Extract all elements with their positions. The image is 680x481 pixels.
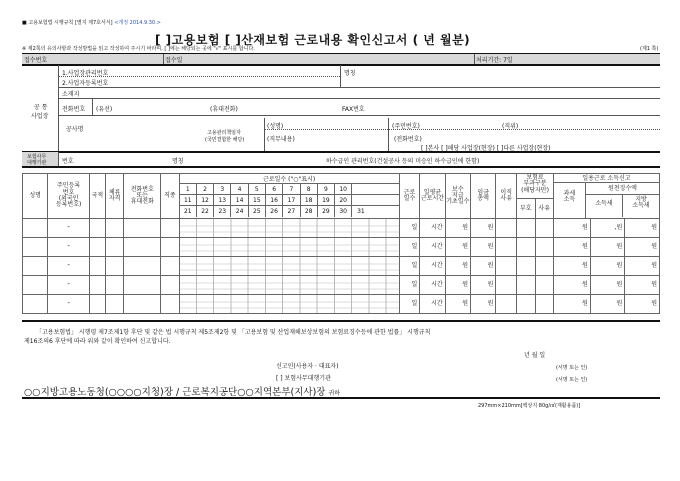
worker-nationality[interactable] (89, 219, 105, 238)
calendar-day: 7 (283, 184, 300, 194)
signature-2: (서명 또는 인) (556, 377, 588, 383)
reporter-label: 신고인(사용자 · 대표자) (276, 363, 339, 370)
worker-taxable[interactable]: 원 (553, 219, 590, 238)
calendar-day: 13 (214, 195, 231, 205)
recipient-line: ○○지방고용노동청(○○○○지청)장 / 근로복지공단○○지역본부(지사)장 귀하 (24, 387, 341, 398)
col-visa: 체류 자격 (105, 174, 123, 219)
worker-visa[interactable] (105, 219, 123, 238)
worker-local-tax[interactable]: 원 (625, 276, 660, 295)
worker-avg-hours[interactable]: 시간 (420, 257, 445, 276)
col-phone: 전화번호 또는 휴대전화 (124, 174, 161, 219)
position-label: (직위) (502, 123, 519, 130)
col-wage-days: 보수 지급 기초일수 (445, 174, 470, 219)
agency-name-label: 명칭 (172, 158, 184, 165)
calendar-day: 18 (301, 195, 318, 205)
worker-wage-days[interactable]: 원 (445, 219, 470, 238)
mgmt-no-1-label: 1.사업장관리번호 (62, 70, 109, 77)
worker-job[interactable] (161, 295, 179, 314)
worker-phone[interactable] (124, 276, 161, 295)
calendar-day: 2 (197, 184, 214, 194)
statement-line-2: 제16조의6 후단에 따라 위와 같이 확인하여 신고합니다. (24, 338, 171, 345)
worker-job[interactable] (161, 257, 179, 276)
worker-income-tax[interactable]: 원 (590, 257, 625, 276)
worker-days[interactable] (179, 295, 399, 314)
landline-label: (유선) (96, 106, 113, 113)
address-label: 소재지 (62, 91, 80, 98)
calendar-day: 30 (335, 206, 352, 217)
worker-taxable[interactable]: 원 (553, 238, 590, 257)
worker-days[interactable] (179, 276, 399, 295)
worker-income-tax[interactable]: 원 (590, 295, 625, 314)
worker-wage-days[interactable]: 원 (445, 257, 470, 276)
worker-taxable[interactable]: 원 (553, 295, 590, 314)
worker-ins-code[interactable] (517, 219, 535, 238)
calendar-day: 31 (357, 208, 365, 215)
workdays-calendar (180, 184, 399, 217)
signature-1: (서명 또는 인) (556, 365, 588, 371)
worker-visa[interactable] (105, 238, 123, 257)
col-avg-hours: 일평균 근로시간 (420, 174, 445, 219)
calendar-day: 1 (180, 184, 197, 194)
col-leave-reason: 이직 사유 (496, 174, 517, 219)
mgmt-no-2-label: 2.사업자등록번호 (62, 80, 109, 87)
worker-visa[interactable] (105, 295, 123, 314)
worker-local-tax[interactable]: 원 (625, 238, 660, 257)
divider (22, 166, 660, 168)
worker-income-tax[interactable]: 원 (590, 238, 625, 257)
col-taxable: 과세 소득 (554, 183, 586, 218)
calendar-day: 16 (266, 195, 283, 205)
worker-income-tax[interactable]: ,원 (590, 219, 625, 238)
worker-name[interactable] (23, 219, 48, 238)
calendar-day: 17 (283, 195, 300, 205)
divider (22, 151, 660, 153)
processing-period: 처리기간: 7일 (476, 57, 513, 64)
mobile-label: (휴대전화) (210, 106, 238, 113)
worker-nationality[interactable] (89, 257, 105, 276)
receipt-number-label: 접수번호 (24, 57, 48, 64)
worker-days-total[interactable]: 일 (399, 238, 420, 257)
calendar-day: 3 (214, 184, 231, 194)
sub-contractor-label: 하수급인 관리번호(건설공사 등의 미승인 하수급인에 한함) (326, 158, 480, 165)
worker-nationality[interactable] (89, 295, 105, 314)
calendar-day: 4 (231, 184, 248, 194)
page-indicator: (제1 쪽) (640, 46, 659, 52)
worker-resident-no[interactable]: - (48, 238, 89, 257)
calendar-day: 20 (335, 195, 352, 205)
calendar-day: 27 (283, 206, 300, 217)
workplace-label-1: 공 통 (34, 104, 48, 111)
calendar-empty (352, 184, 369, 194)
worker-wage-total[interactable]: 원 (471, 257, 496, 276)
worker-ins-reason[interactable] (535, 238, 553, 257)
calendar-day: 21 (180, 206, 197, 217)
calendar-empty (352, 195, 369, 205)
col-income (553, 174, 659, 219)
worker-wage-days[interactable]: 원 (445, 238, 470, 257)
calendar-day: 26 (266, 206, 283, 217)
worker-avg-hours[interactable]: 시간 (420, 219, 445, 238)
calendar-day: 9 (318, 184, 335, 194)
worker-name[interactable] (23, 276, 48, 295)
worker-local-tax[interactable]: 원 (625, 295, 660, 314)
worker-row (23, 295, 660, 314)
calendar-day: 5 (249, 184, 266, 194)
worker-job[interactable] (161, 276, 179, 295)
worker-resident-no[interactable]: - (48, 295, 89, 314)
worker-row (23, 238, 660, 257)
divider (264, 129, 660, 130)
worker-ins-code[interactable] (517, 276, 535, 295)
worker-visa[interactable] (105, 257, 123, 276)
worker-job[interactable] (161, 219, 179, 238)
worker-wage-days[interactable]: 원 (445, 295, 470, 314)
workplace-name-label: 명칭 (344, 70, 356, 77)
calendar-day: 12 (197, 195, 214, 205)
phone-label: 전화번호 (62, 106, 86, 113)
worker-wage-total[interactable]: 원 (471, 295, 496, 314)
divider (58, 76, 340, 77)
calendar-day: 24 (231, 206, 248, 217)
calendar-day: 14 (231, 195, 248, 205)
col-local-tax: 지방 소득세 (632, 196, 650, 210)
worker-name[interactable] (23, 295, 48, 314)
calendar-row (180, 206, 399, 217)
worker-ins-reason[interactable] (535, 219, 553, 238)
manager-label: 고용관리책임자 (207, 130, 241, 136)
calendar-row (180, 195, 399, 206)
resident-no-label: (주민번호) (392, 123, 420, 130)
col-withholding: 원천징수액 (586, 183, 659, 195)
worker-table (22, 173, 660, 314)
calendar-day: 23 (214, 206, 231, 217)
worker-nationality[interactable] (89, 276, 105, 295)
divider (340, 65, 341, 87)
worker-days-total[interactable]: 일 (399, 257, 420, 276)
income-title: 일용근로 소득신고 (554, 174, 659, 183)
col-insurance: 보험료 부과구분 (해당자만) 부호 사유 (517, 174, 554, 219)
public-office-label: 공사명 (66, 126, 84, 133)
calendar-day: 11 (180, 195, 197, 205)
workdays-title: 근로일수 ("○"표시) (180, 175, 399, 184)
fax-label: FAX번호 (342, 106, 365, 113)
worker-resident-no[interactable]: - (48, 219, 89, 238)
calendar-day: 15 (249, 195, 266, 205)
worker-ins-code[interactable] (517, 295, 535, 314)
worker-row (23, 276, 660, 295)
worker-days-total[interactable]: 일 (399, 219, 420, 238)
divider (58, 98, 660, 99)
receipt-rule (22, 64, 660, 66)
worker-ins-reason[interactable] (535, 276, 553, 295)
col-wage-total: 임금 총액 (471, 174, 496, 219)
worker-ins-code[interactable] (517, 238, 535, 257)
worker-resident-no[interactable]: - (48, 257, 89, 276)
divider (163, 54, 164, 64)
col-income-tax: 소득세 (586, 195, 623, 217)
worker-taxable[interactable]: 원 (553, 257, 590, 276)
revision-note: <개정 2014.9.30.> (114, 20, 161, 26)
col-resident-no: 주민등록 번호 (외국인 등록번호) (48, 174, 89, 219)
agency-label-2: 대행기관 (27, 160, 47, 166)
location-options: [ ]본사 [ ]해당 사업장(현장) [ ]다른 사업장(현장) (421, 145, 551, 152)
calendar-row (180, 184, 399, 195)
worker-leave-reason[interactable] (496, 238, 517, 257)
worker-ins-reason[interactable] (535, 295, 553, 314)
worker-days[interactable] (179, 238, 399, 257)
worker-name[interactable] (23, 238, 48, 257)
worker-phone[interactable] (124, 257, 161, 276)
col-workdays (179, 174, 399, 219)
calendar-day: 28 (301, 206, 318, 217)
manager-sub-label: (국민결합한 해당) (205, 137, 245, 143)
calendar-day: 29 (318, 206, 335, 217)
worker-phone[interactable] (124, 219, 161, 238)
form-title: [ ]고용보험 [ ]산재보험 근로내용 확인신고서 ( 년 월분) (155, 33, 471, 47)
calendar-day: 22 (197, 206, 214, 217)
worker-ins-code[interactable] (517, 257, 535, 276)
divider (22, 397, 660, 399)
divider (92, 98, 93, 115)
workplace-label-2: 사업장 (31, 113, 49, 120)
worker-wage-days[interactable]: 원 (445, 276, 470, 295)
worker-wage-total[interactable]: 원 (471, 276, 496, 295)
law-reference: ■ 고용보험법 시행규칙 [별지 제7호서식] <개정 2014.9.30.> (22, 20, 161, 26)
divider (58, 65, 59, 152)
worker-days[interactable] (179, 219, 399, 238)
agency-label-1: 보험사무 (27, 154, 47, 160)
col-nationality: 국적 (89, 174, 105, 219)
divider (58, 152, 59, 166)
divider (474, 54, 475, 64)
report-date: 년 월 일 (524, 352, 546, 359)
calendar-day: 10 (335, 184, 352, 194)
divider (264, 118, 265, 151)
col-insurance-code: 부호 (517, 199, 535, 218)
calendar-day: 19 (318, 195, 335, 205)
worker-name[interactable] (23, 257, 48, 276)
worker-avg-hours[interactable]: 시간 (420, 238, 445, 257)
manager-duty-label: (직무내용) (267, 136, 295, 143)
worker-days-total[interactable]: 일 (399, 295, 420, 314)
agency-line: [ ] 보험사무대행기관 (276, 375, 331, 382)
worker-leave-reason[interactable] (496, 276, 517, 295)
agency-number-label: 번호 (62, 158, 74, 165)
statement-line-1: 「고용보험법」 시행령 제7조제1항 후단 및 같은 법 시행규칙 제5조제2항 및 「고용보험 및 산업재해보상보험의 보험료징수등에 관한 법률」 시행규칙 (36, 329, 431, 336)
calendar-day: 6 (266, 184, 283, 194)
worker-avg-hours[interactable]: 시간 (420, 276, 445, 295)
worker-taxable[interactable]: 원 (553, 276, 590, 295)
worker-leave-reason[interactable] (496, 295, 517, 314)
worker-local-tax[interactable]: 원 (625, 257, 660, 276)
worker-days-total[interactable]: 일 (399, 276, 420, 295)
receipt-bar (22, 54, 660, 64)
divider (388, 118, 389, 151)
divider (58, 115, 660, 116)
worker-resident-no[interactable]: - (48, 276, 89, 295)
instruction-text: ※ 제2쪽의 유의사항과 작성방법을 읽고 작성하여 주시기 바라며, [ ]에는 해당되는 곳에 "√" 표시를 합니다. (22, 46, 255, 52)
worker-days[interactable] (179, 257, 399, 276)
phone2-label: (전화번호) (394, 136, 422, 143)
worker-avg-hours[interactable]: 시간 (420, 295, 445, 314)
worker-visa[interactable] (105, 276, 123, 295)
worker-phone[interactable] (124, 295, 161, 314)
worker-row (23, 257, 660, 276)
worker-income-tax[interactable]: 원 (590, 276, 625, 295)
col-job: 직종 (161, 174, 179, 219)
worker-local-tax[interactable]: 원 (625, 219, 660, 238)
calendar-day: 8 (301, 184, 318, 194)
manager-name-label: (성명) (267, 123, 284, 130)
paper-spec: 297mm×210mm[백상지 80g/㎡(재활용품)] (478, 403, 581, 409)
worker-ins-reason[interactable] (535, 257, 553, 276)
worker-job[interactable] (161, 238, 179, 257)
worker-leave-reason[interactable] (496, 257, 517, 276)
worker-row (23, 219, 660, 238)
worker-leave-reason[interactable] (496, 219, 517, 238)
worker-phone[interactable] (124, 238, 161, 257)
col-name: 성명 (23, 174, 48, 219)
calendar-day: 25 (249, 206, 266, 217)
table-header-row (23, 174, 660, 219)
worker-wage-total[interactable]: 원 (471, 238, 496, 257)
worker-nationality[interactable] (89, 238, 105, 257)
divider (58, 87, 660, 88)
divider (22, 320, 660, 322)
col-insurance-reason: 사유 (538, 205, 551, 212)
receipt-date-label: 접수일 (165, 57, 183, 64)
col-workdays-total: 근로 일수 (399, 174, 420, 219)
worker-wage-total[interactable]: 원 (471, 219, 496, 238)
